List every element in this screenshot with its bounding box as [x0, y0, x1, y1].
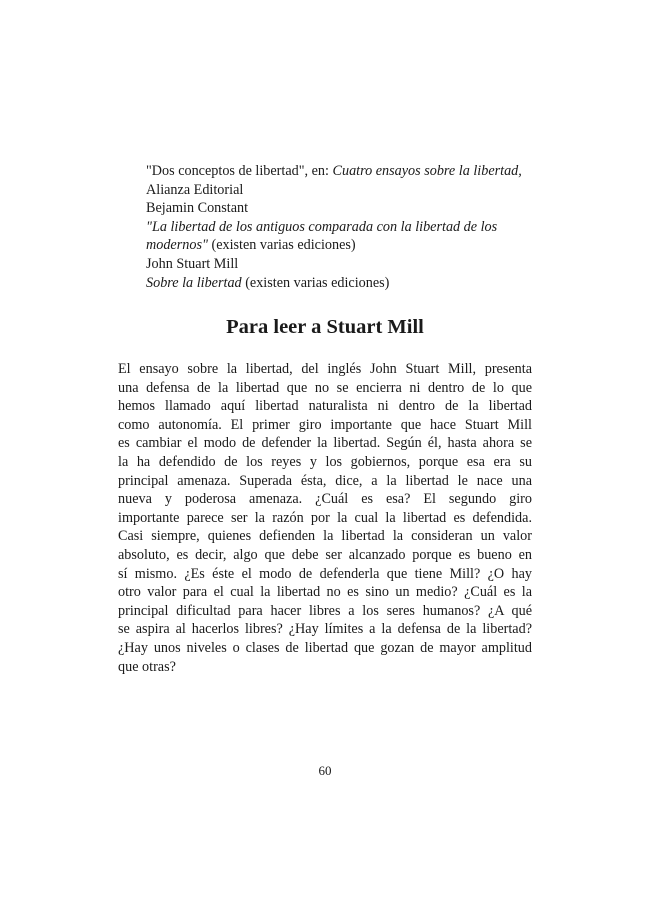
reference-article-title: "Dos conceptos de libertad", en: [146, 163, 333, 179]
reference-essay-title: "La libertad de los antiguos comparada con la libertad de los [146, 218, 498, 235]
reference-line [146, 162, 531, 181]
body-line: ¿Hay unos niveles o clases de libertad que gozan de mayor amplitud [118, 639, 532, 656]
reference-line [146, 274, 531, 293]
body-line: Casi siempre, quienes defienden la libertad la consideran un valor [118, 528, 532, 545]
page-number: 60 [318, 763, 332, 778]
section-heading: Para leer a Stuart Mill [226, 316, 424, 338]
body-line: El ensayo sobre la libertad, del inglés John Stuart Mill, presenta [118, 361, 532, 377]
body-line: una defensa de la libertad que no se encierra ni dentro de lo que [118, 379, 532, 396]
reference-editions-note: (existen varias ediciones) [207, 237, 356, 254]
body-line: la ha defendido de los reyes y los gobiernos, porque esa era su [118, 453, 532, 470]
body-line: principal amenaza. Superada ésta, dice, a la libertad le nace una [118, 472, 532, 489]
body-line: como autonomía. El primer giro importante que hace Stuart Mill [118, 416, 532, 433]
reference-editions-note: (existen varias ediciones) [241, 274, 390, 291]
reference-author: Bejamin Constant [146, 200, 249, 217]
reference-author: John Stuart Mill [146, 255, 239, 272]
body-line: absoluto, es decir, algo que debe ser alcanzado porque es bueno en [118, 546, 532, 563]
body-line: principal dificultad para hacer libres a los seres humanos? ¿A qué [118, 602, 532, 619]
body-line: se aspira al hacerlos libres? ¿Hay límites a la defensa de la libertad? [118, 621, 532, 638]
reference-publisher: Alianza Editorial [146, 181, 244, 198]
body-line: nueva y poderosa amenaza. ¿Cuál es esa? El segundo giro [118, 491, 532, 508]
reference-essay-title-cont: modernos" [146, 237, 208, 254]
reference-book-title: Cuatro ensayos sobre la libertad, [332, 163, 522, 179]
body-line: que otras? [118, 658, 176, 675]
body-paragraph [118, 360, 532, 676]
bibliography-references [146, 162, 531, 292]
reference-line [146, 236, 531, 255]
body-line: es cambiar el modo de defender la libertad. Según él, hasta ahora se [118, 435, 532, 452]
body-line: importante parece ser la razón por la cual la libertad es defendida. [118, 509, 532, 526]
reference-book-title: Sobre la libertad [146, 274, 242, 291]
body-line: hemos llamado aquí libertad naturalista ni dentro de la libertad [118, 398, 532, 415]
body-line: sí mismo. ¿Es éste el modo de defenderla que tiene Mill? ¿O hay [118, 565, 532, 582]
body-line: otro valor para el cual la libertad no es sino un medio? ¿Cuál es la [118, 584, 532, 601]
